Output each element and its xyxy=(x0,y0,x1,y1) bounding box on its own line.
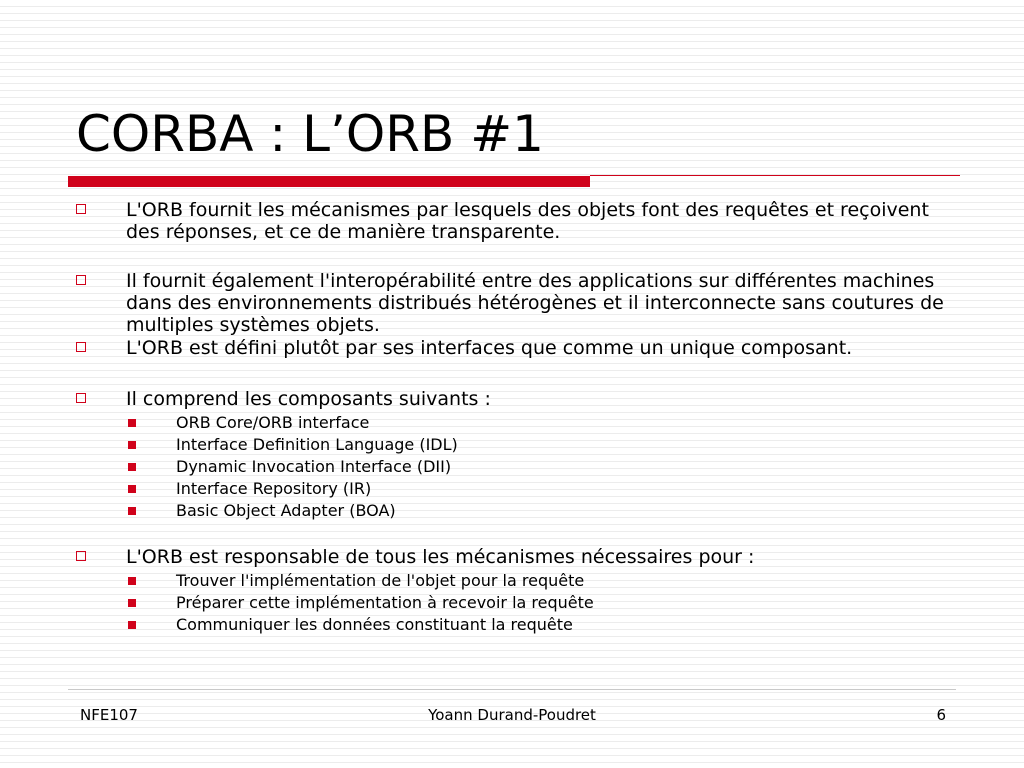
filled-square-bullet-icon xyxy=(128,463,136,471)
hollow-square-bullet-icon xyxy=(76,551,86,561)
sub-bullet-text: Communiquer les données constituant la requête xyxy=(176,615,573,634)
hollow-square-bullet-icon xyxy=(76,342,86,352)
bullet-text: L'ORB est défini plutôt par ses interfaces que comme un unique composant. xyxy=(126,337,853,359)
sub-bullet-text: Dynamic Invocation Interface (DII) xyxy=(176,457,452,476)
bullet-text: Il comprend les composants suivants : xyxy=(126,388,491,410)
bullet-text: Il fournit également l'interopérabilité entre des applications sur différentes machines dans des environnements distribués hétérogènes et il interconnecte sans coutures de multiples systèmes objets. xyxy=(126,270,944,336)
footer-author: Yoann Durand-Poudret xyxy=(428,706,596,724)
sub-bullet-text: Interface Definition Language (IDL) xyxy=(176,435,458,454)
filled-square-bullet-icon xyxy=(128,419,136,427)
title-underline-thin xyxy=(590,175,960,176)
filled-square-bullet-icon xyxy=(128,621,136,629)
filled-square-bullet-icon xyxy=(128,599,136,607)
hollow-square-bullet-icon xyxy=(76,275,86,285)
filled-square-bullet-icon xyxy=(128,441,136,449)
hollow-square-bullet-icon xyxy=(76,204,86,214)
footer-course-code: NFE107 xyxy=(80,706,138,724)
footer-page-number: 6 xyxy=(936,706,946,724)
filled-square-bullet-icon xyxy=(128,577,136,585)
slide-title: CORBA : L’ORB #1 xyxy=(76,105,544,163)
bullet-text: L'ORB est responsable de tous les mécanismes nécessaires pour : xyxy=(126,546,755,568)
sub-bullet-text: ORB Core/ORB interface xyxy=(176,413,370,432)
hollow-square-bullet-icon xyxy=(76,393,86,403)
sub-bullet-text: Préparer cette implémentation à recevoir la requête xyxy=(176,593,594,612)
sub-bullet-text: Trouver l'implémentation de l'objet pour la requête xyxy=(176,571,585,590)
footer-divider xyxy=(68,689,956,690)
title-underline-thick xyxy=(68,176,590,187)
sub-bullet-text: Basic Object Adapter (BOA) xyxy=(176,501,396,520)
sub-bullet-text: Interface Repository (IR) xyxy=(176,479,372,498)
filled-square-bullet-icon xyxy=(128,507,136,515)
filled-square-bullet-icon xyxy=(128,485,136,493)
bullet-text: L'ORB fournit les mécanismes par lesquels des objets font des requêtes et reçoivent des réponses, et ce de manière transparente. xyxy=(126,199,929,243)
